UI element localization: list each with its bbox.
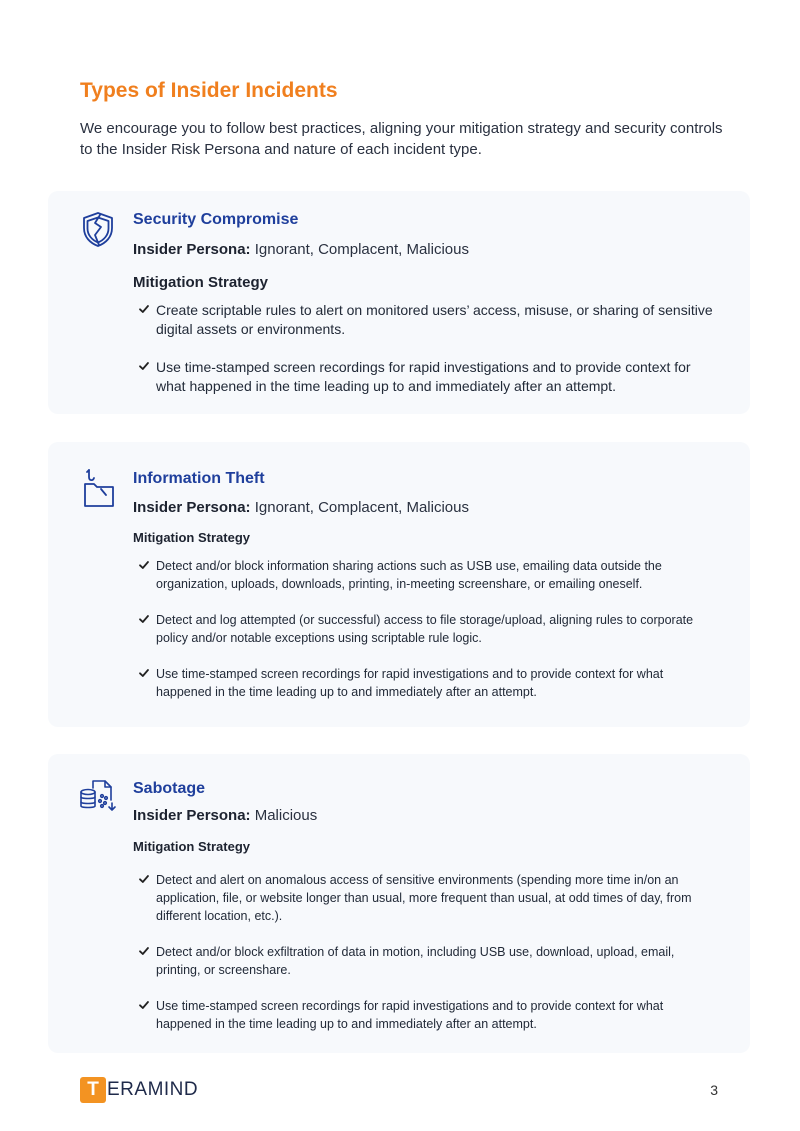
incident-card-security-compromise [48,191,750,414]
card-title: Information Theft [133,470,265,487]
persona-label: Insider Persona: [133,241,251,258]
bullet-text: Use time-stamped screen recordings for rapid investigations and to provide context for what happened in the time leading up to and immediately after an attempt. [156,999,664,1031]
persona-label: Insider Persona: [133,499,251,516]
checkmark-icon [138,945,150,957]
persona-value: Ignorant, Complacent, Malicious [250,499,469,516]
persona-value: Ignorant, Complacent, Malicious [250,241,469,258]
incident-card-information-theft [48,442,750,727]
folder-hook-icon [78,468,118,508]
checkmark-icon [138,999,150,1011]
mitigation-strategy-heading: Mitigation Strategy [133,530,251,545]
broken-shield-icon [78,209,118,249]
checkmark-icon [138,559,150,571]
intro-paragraph: We encourage you to follow best practices, aligning your mitigation strategy and security controls to the Insider Risk Persona and nature of each incident type. [80,120,723,158]
list-item [133,665,718,701]
list-item [133,557,718,593]
bullet-text: Detect and alert on anomalous access of sensitive environments (spending more time in/on an application, file, or website longer than usual, more frequent than usual, at odd times of day, from different location, etc.). [156,873,692,923]
list-item [133,871,718,925]
page-title: Types of Insider Incidents [80,79,338,102]
mitigation-list [133,301,718,396]
insider-persona [133,241,469,258]
page-number: 3 [710,1082,718,1098]
list-item [133,611,718,647]
persona-value: Malicious [250,807,318,824]
card-title: Sabotage [133,780,206,797]
mitigation-list [133,557,718,701]
list-item [133,358,718,396]
checkmark-icon [138,873,150,885]
list-item [133,997,718,1033]
mitigation-strategy-heading: Mitigation Strategy [133,274,269,291]
bullet-text: Detect and/or block exfiltration of data in motion, including USB use, download, upload, email, printing, or screenshare. [156,945,675,977]
mitigation-strategy-heading: Mitigation Strategy [133,839,251,854]
checkmark-icon [138,360,150,372]
insider-persona [133,807,317,824]
logo-mark: T [80,1077,106,1103]
checkmark-icon [138,667,150,679]
list-item [133,943,718,979]
checkmark-icon [138,303,150,315]
teramind-logo [80,1077,198,1103]
card-title: Security Compromise [133,211,299,228]
bullet-text: Create scriptable rules to alert on monitored users’ access, misuse, or sharing of sensitive digital assets or environments. [156,302,713,337]
logo-wordmark: ERAMIND [107,1079,199,1100]
database-sabotage-icon [78,776,118,816]
mitigation-list [133,871,718,1033]
bullet-text: Use time-stamped screen recordings for rapid investigations and to provide context for what happened in the time leading up to and immediately after an attempt. [156,667,664,699]
bullet-text: Detect and log attempted (or successful) access to file storage/upload, aligning rules to corporate policy and/or notable exceptions using scriptable rule logic. [156,613,694,645]
bullet-text: Use time-stamped screen recordings for rapid investigations and to provide context for what happened in the time leading up to and immediately after an attempt. [156,359,691,394]
bullet-text: Detect and/or block information sharing actions such as USB use, emailing data outside the organization, uploads, downloads, printing, in-meeting screenshare, or emailing oneself. [156,559,662,591]
list-item [133,301,718,339]
persona-label: Insider Persona: [133,807,251,824]
insider-persona [133,499,469,516]
checkmark-icon [138,613,150,625]
incident-card-sabotage [48,754,750,1053]
